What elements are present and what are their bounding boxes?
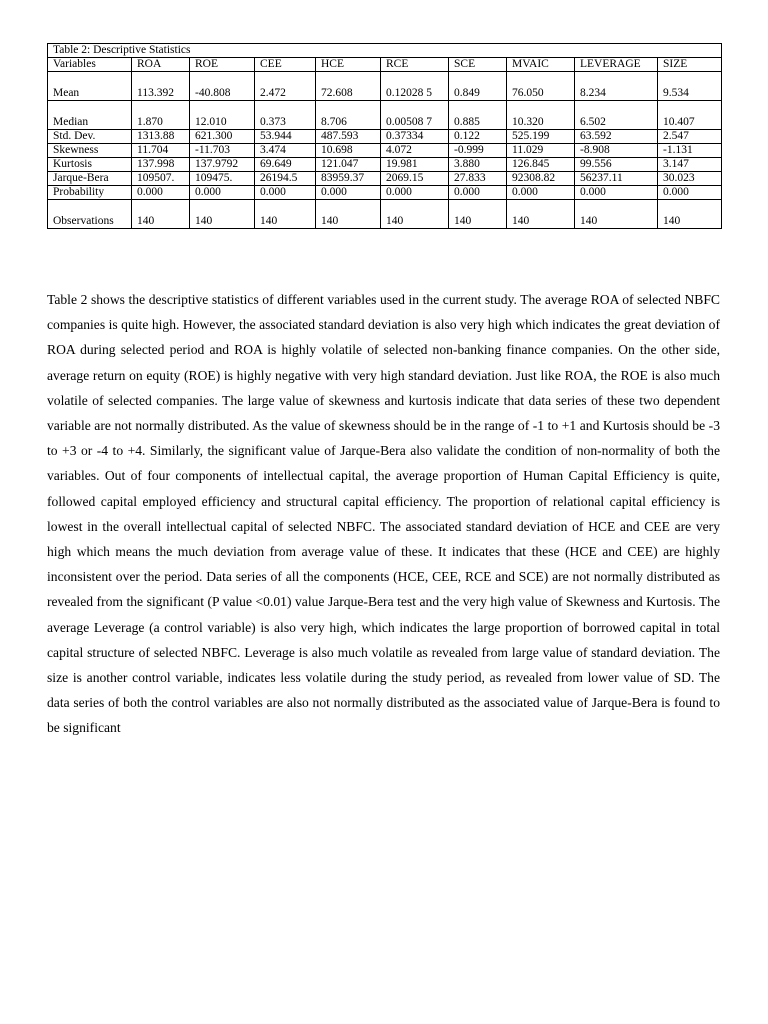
table-cell: 140 [507, 200, 575, 229]
column-header: Variables [48, 58, 132, 72]
row-label: Kurtosis [48, 158, 132, 172]
table-cell: 10.407 [658, 101, 722, 130]
table-cell: 0.000 [658, 186, 722, 200]
table-cell: 10.698 [316, 144, 381, 158]
table-cell: 140 [316, 200, 381, 229]
table-title-row [48, 44, 722, 58]
table-row [48, 200, 722, 229]
table-row [48, 158, 722, 172]
table-cell: 0.000 [507, 186, 575, 200]
table-cell: 140 [658, 200, 722, 229]
column-header: SCE [449, 58, 507, 72]
table-cell: 12.010 [190, 101, 255, 130]
table-cell: 8.706 [316, 101, 381, 130]
table-cell: 0.885 [449, 101, 507, 130]
table-cell: 140 [255, 200, 316, 229]
table-cell: 140 [575, 200, 658, 229]
table-cell: 72.608 [316, 72, 381, 101]
column-header: ROE [190, 58, 255, 72]
table-row [48, 101, 722, 130]
table-cell: 140 [190, 200, 255, 229]
table-cell: 137.9792 [190, 158, 255, 172]
table-cell: 3.474 [255, 144, 316, 158]
table-cell: 3.880 [449, 158, 507, 172]
table-cell: 0.849 [449, 72, 507, 101]
table-cell: 27.833 [449, 172, 507, 186]
table-cell: -0.999 [449, 144, 507, 158]
row-label: Skewness [48, 144, 132, 158]
table-cell: 30.023 [658, 172, 722, 186]
body-paragraph: Table 2 shows the descriptive statistics of different variables used in the current study. The average ROA of selected NBFC companies is quite high. However, the associated standard deviation is also very high which indicates the great deviation of ROA during selected period and ROA is highly volatile of selected non-banking finance companies. On the other side, average return on equity (ROE) is highly negative with very high standard deviation. Just like ROA, the ROE is also much volatile of selected companies. The large value of skewness and kurtosis indicate that data series of these two dependent variable are not normally distributed. As the value of skewness should be in the range of -1 to +1 and Kurtosis should be -3 to +3 or -4 to +4. Similarly, the significant value of Jarque-Bera also validate the condition of non-normality of both the variables. Out of four components of intellectual capital, the average proportion of Human Capital Efficiency is quite, followed capital employed efficiency and structural capital efficiency. The proportion of relational capital efficiency is lowest in the overall intellectual capital of selected NBFC. The associated standard deviation of HCE and CEE are very high which means the much deviation from average value of these. It indicates that these (HCE and CEE) are highly inconsistent over the period. Data series of all the components (HCE, CEE, RCE and SCE) are not normally distributed as revealed from the significant (P value <0.01) value Jarque-Bera test and the very high value of Skewness and Kurtosis. The average Leverage (a control variable) is also very high, which indicates the large proportion of borrowed capital in total capital structure of selected NBFC. Leverage is also much volatile as revealed from large value of standard deviation. The size is another control variable, indicates less volatile during the study period, as revealed from lower value of SD. The data series of both the control variables are also not normally distributed as the associated value of Jarque-Bera is found to be significant [47, 292, 720, 736]
table-cell: 0.000 [575, 186, 658, 200]
table-cell: 621.300 [190, 130, 255, 144]
table-cell: 9.534 [658, 72, 722, 101]
table-row [48, 72, 722, 101]
table-cell: 83959.37 [316, 172, 381, 186]
table-row [48, 186, 722, 200]
table-cell: 140 [381, 200, 449, 229]
table-cell: 525.199 [507, 130, 575, 144]
table-cell: 0.00508 7 [381, 101, 449, 130]
table-cell: 0.000 [255, 186, 316, 200]
table-cell: 11.029 [507, 144, 575, 158]
row-label: Mean [48, 72, 132, 101]
table-cell: 10.320 [507, 101, 575, 130]
table-cell: 140 [132, 200, 190, 229]
column-header: HCE [316, 58, 381, 72]
column-header: MVAIC [507, 58, 575, 72]
column-header: CEE [255, 58, 316, 72]
table-cell: 0.000 [316, 186, 381, 200]
table-cell: 26194.5 [255, 172, 316, 186]
table-cell: 19.981 [381, 158, 449, 172]
table-cell: 140 [449, 200, 507, 229]
table-cell: -11.703 [190, 144, 255, 158]
table-cell: 113.392 [132, 72, 190, 101]
table-cell: 487.593 [316, 130, 381, 144]
table-row [48, 172, 722, 186]
table-cell: 0.000 [190, 186, 255, 200]
column-header: ROA [132, 58, 190, 72]
table-cell: 8.234 [575, 72, 658, 101]
table-title: Table 2: Descriptive Statistics [48, 44, 722, 58]
row-label: Observations [48, 200, 132, 229]
table-header-row [48, 58, 722, 72]
table-row [48, 144, 722, 158]
column-header: LEVERAGE [575, 58, 658, 72]
table-row [48, 130, 722, 144]
table-cell: 2069.15 [381, 172, 449, 186]
row-label: Median [48, 101, 132, 130]
table-cell: 1.870 [132, 101, 190, 130]
column-header: RCE [381, 58, 449, 72]
table-cell: 99.556 [575, 158, 658, 172]
table-cell: 2.472 [255, 72, 316, 101]
table-cell: -8.908 [575, 144, 658, 158]
table-cell: 76.050 [507, 72, 575, 101]
table-cell: 2.547 [658, 130, 722, 144]
table-cell: 0.37334 [381, 130, 449, 144]
table-cell: 0.000 [449, 186, 507, 200]
table-cell: 126.845 [507, 158, 575, 172]
table-cell: 69.649 [255, 158, 316, 172]
table-cell: 0.000 [132, 186, 190, 200]
table-cell: 3.147 [658, 158, 722, 172]
table-cell: 53.944 [255, 130, 316, 144]
column-header: SIZE [658, 58, 722, 72]
table-cell: 121.047 [316, 158, 381, 172]
row-label: Jarque-Bera [48, 172, 132, 186]
descriptive-statistics-table [47, 43, 722, 229]
table-cell: 137.998 [132, 158, 190, 172]
table-cell: 109507. [132, 172, 190, 186]
table-cell: -1.131 [658, 144, 722, 158]
table-cell: 1313.88 [132, 130, 190, 144]
table-cell: -40.808 [190, 72, 255, 101]
row-label: Probability [48, 186, 132, 200]
table-cell: 109475. [190, 172, 255, 186]
table-cell: 0.12028 5 [381, 72, 449, 101]
table-cell: 63.592 [575, 130, 658, 144]
table-cell: 0.122 [449, 130, 507, 144]
table-cell: 6.502 [575, 101, 658, 130]
table-cell: 4.072 [381, 144, 449, 158]
table-cell: 56237.11 [575, 172, 658, 186]
table-cell: 0.000 [381, 186, 449, 200]
table-cell: 11.704 [132, 144, 190, 158]
table-cell: 92308.82 [507, 172, 575, 186]
table-cell: 0.373 [255, 101, 316, 130]
row-label: Std. Dev. [48, 130, 132, 144]
